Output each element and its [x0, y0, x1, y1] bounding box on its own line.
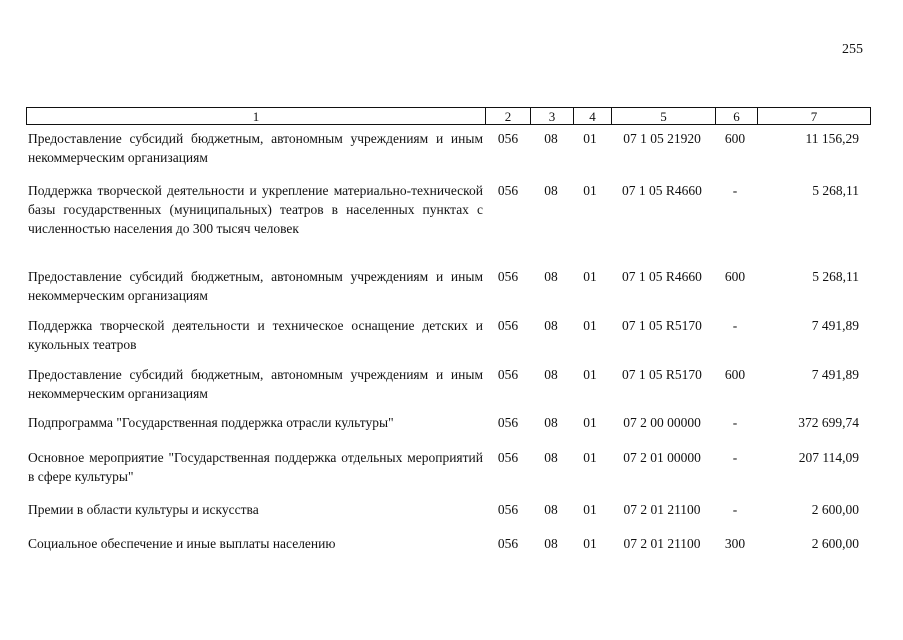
row-description: Социальное обеспечение и иные выплаты населению: [28, 536, 336, 551]
header-col-3: 3: [530, 108, 573, 124]
row-expense-type: -: [732, 450, 738, 465]
row-target-article: 07 2 01 21100: [623, 536, 701, 551]
row-amount: 11 156,29: [805, 131, 859, 146]
row-amount: 5 268,11: [812, 269, 859, 284]
row-target-article: 07 1 05 21920: [623, 131, 701, 146]
row-expense-type: -: [732, 183, 738, 198]
row-section-code: 08: [544, 131, 558, 146]
row-section-code: 08: [544, 502, 558, 517]
row-target-article: 07 1 05 R5170: [622, 318, 702, 333]
table-header: [26, 107, 871, 125]
row-section-code: 08: [544, 450, 558, 465]
row-subsection-code: 01: [583, 367, 597, 382]
row-subsection-code: 01: [583, 269, 597, 284]
row-target-article: 07 2 01 21100: [623, 502, 701, 517]
row-grbs-code: 056: [497, 450, 519, 465]
row-grbs-code: 056: [497, 502, 519, 517]
header-col-5: 5: [611, 108, 715, 124]
row-target-article: 07 1 05 R4660: [622, 183, 702, 198]
row-description: Предоставление субсидий бюджетным, автономным учреждениям и иным некоммерческим организациям: [28, 269, 483, 303]
row-amount: 372 699,74: [798, 415, 859, 430]
row-subsection-code: 01: [583, 502, 597, 517]
row-section-code: 08: [544, 269, 558, 284]
row-expense-type: -: [732, 318, 738, 333]
row-grbs-code: 056: [497, 318, 519, 333]
row-amount: 2 600,00: [811, 536, 859, 551]
row-amount: 207 114,09: [798, 450, 859, 465]
row-target-article: 07 1 05 R5170: [622, 367, 702, 382]
row-target-article: 07 1 05 R4660: [622, 269, 702, 284]
row-target-article: 07 2 00 00000: [623, 415, 701, 430]
page-number: 255: [842, 42, 863, 57]
header-col-4: 4: [573, 108, 611, 124]
row-subsection-code: 01: [583, 415, 597, 430]
row-section-code: 08: [544, 415, 558, 430]
row-section-code: 08: [544, 367, 558, 382]
row-section-code: 08: [544, 536, 558, 551]
row-subsection-code: 01: [583, 536, 597, 551]
row-amount: 7 491,89: [811, 367, 859, 382]
row-amount: 5 268,11: [812, 183, 859, 198]
row-description: Предоставление субсидий бюджетным, автономным учреждениям и иным некоммерческим организациям: [28, 367, 483, 401]
row-grbs-code: 056: [497, 367, 519, 382]
header-col-2: 2: [485, 108, 530, 124]
row-description: Премии в области культуры и искусства: [28, 502, 259, 517]
row-target-article: 07 2 01 00000: [623, 450, 701, 465]
row-expense-type: 300: [724, 536, 746, 551]
row-description: Поддержка творческой деятельности и техническое оснащение детских и кукольных театров: [28, 318, 483, 352]
row-amount: 7 491,89: [811, 318, 859, 333]
row-section-code: 08: [544, 318, 558, 333]
row-amount: 2 600,00: [811, 502, 859, 517]
header-col-7: 7: [757, 108, 870, 124]
row-expense-type: -: [732, 502, 738, 517]
row-subsection-code: 01: [583, 450, 597, 465]
row-expense-type: 600: [724, 131, 746, 146]
row-grbs-code: 056: [497, 269, 519, 284]
row-expense-type: 600: [724, 269, 746, 284]
row-subsection-code: 01: [583, 183, 597, 198]
row-grbs-code: 056: [497, 415, 519, 430]
row-subsection-code: 01: [583, 131, 597, 146]
row-grbs-code: 056: [497, 183, 519, 198]
row-expense-type: 600: [724, 367, 746, 382]
header-col-6: 6: [715, 108, 757, 124]
header-col-1: 1: [252, 109, 260, 124]
row-description: Подпрограмма "Государственная поддержка отрасли культуры": [28, 415, 394, 430]
row-grbs-code: 056: [497, 536, 519, 551]
row-grbs-code: 056: [497, 131, 519, 146]
row-section-code: 08: [544, 183, 558, 198]
row-description: Поддержка творческой деятельности и укрепление материально-технической базы государственных (муниципальных) театров в населенных пунктах с численностью населения до 300 тысяч человек: [28, 183, 483, 236]
row-expense-type: -: [732, 415, 738, 430]
row-subsection-code: 01: [583, 318, 597, 333]
row-description: Основное мероприятие "Государственная поддержка отдельных мероприятий в сфере культуры": [28, 450, 483, 484]
row-description: Предоставление субсидий бюджетным, автономным учреждениям и иным некоммерческим организациям: [28, 131, 483, 165]
